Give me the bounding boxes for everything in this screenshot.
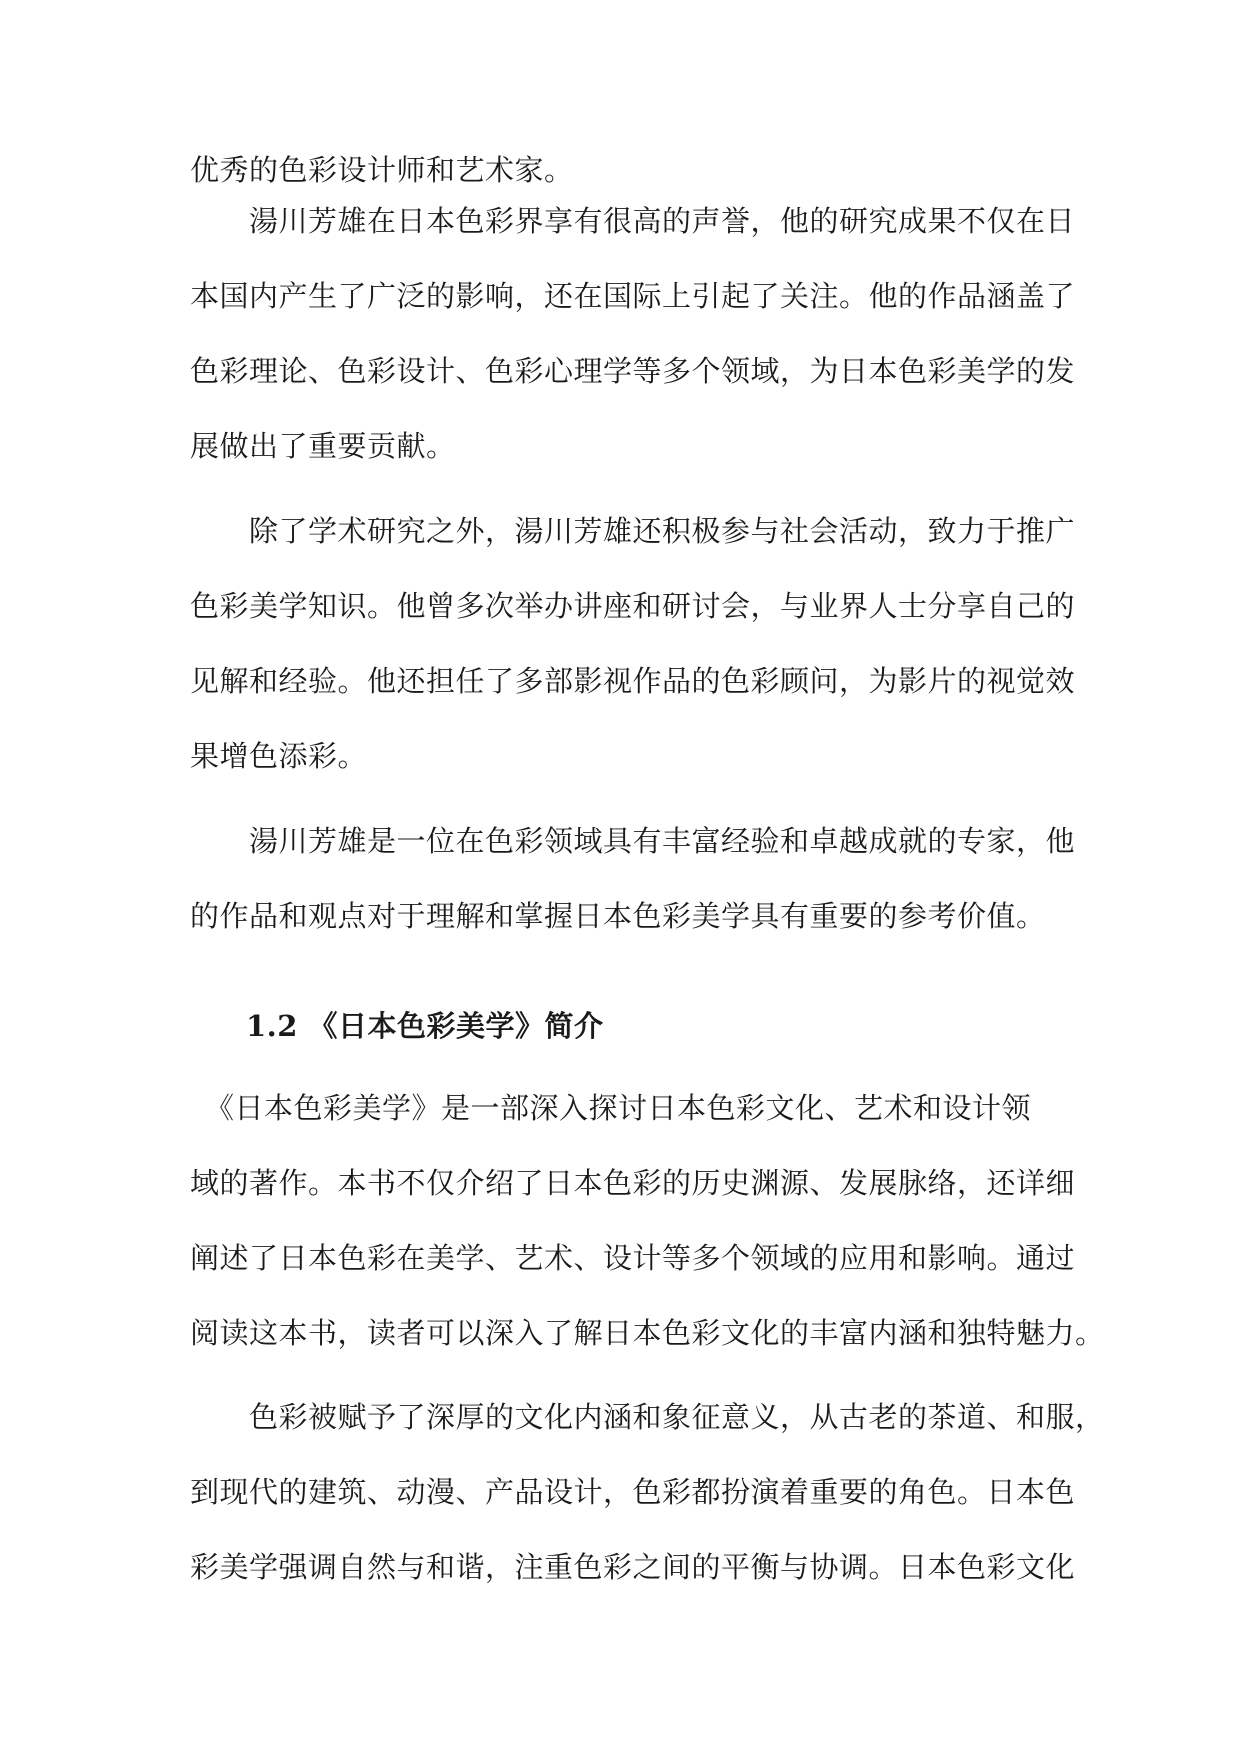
text-line: 见解和经验。他还担任了多部影视作品的色彩顾问，为影片的视觉效 [190,664,1076,698]
text-line: 《日本色彩美学》是一部深入探讨日本色彩文化、艺术和设计领 [190,1091,1032,1125]
text-line: 湯川芳雄是一位在色彩领域具有丰富经验和卓越成就的专家，他 [190,824,1076,858]
text-line: 色彩美学知识。他曾多次举办讲座和研讨会，与业界人士分享自己的 [190,589,1076,623]
text-line: 到现代的建筑、动漫、产品设计，色彩都扮演着重要的角色。日本色 [190,1475,1076,1509]
text-line: 色彩被赋予了深厚的文化内涵和象征意义，从古老的茶道、和服， [190,1400,1105,1434]
text-line: 本国内产生了广泛的影响，还在国际上引起了关注。他的作品涵盖了 [190,279,1076,313]
text-line: 阅读这本书，读者可以深入了解日本色彩文化的丰富内涵和独特魅力。 [190,1316,1105,1350]
text-line: 彩美学强调自然与和谐，注重色彩之间的平衡与协调。日本色彩文化 [190,1550,1076,1584]
text-line: 色彩理论、色彩设计、色彩心理学等多个领域，为日本色彩美学的发 [190,354,1076,388]
text-line: 展做出了重要贡献。 [190,429,456,463]
text-line: 的作品和观点对于理解和掌握日本色彩美学具有重要的参考价值。 [190,899,1046,933]
text-line: 湯川芳雄在日本色彩界享有很高的声誉，他的研究成果不仅在日 [190,204,1076,238]
section-heading: 1.2 《日本色彩美学》简介 [246,1009,604,1043]
text-line: 域的著作。本书不仅介绍了日本色彩的历史渊源、发展脉络，还详细 [190,1166,1076,1200]
text-line: 除了学术研究之外，湯川芳雄还积极参与社会活动，致力于推广 [190,514,1076,548]
text-line: 优秀的色彩设计师和艺术家。 [190,153,574,187]
text-line: 阐述了日本色彩在美学、艺术、设计等多个领域的应用和影响。通过 [190,1241,1076,1275]
text-line: 果增色添彩。 [190,739,368,773]
